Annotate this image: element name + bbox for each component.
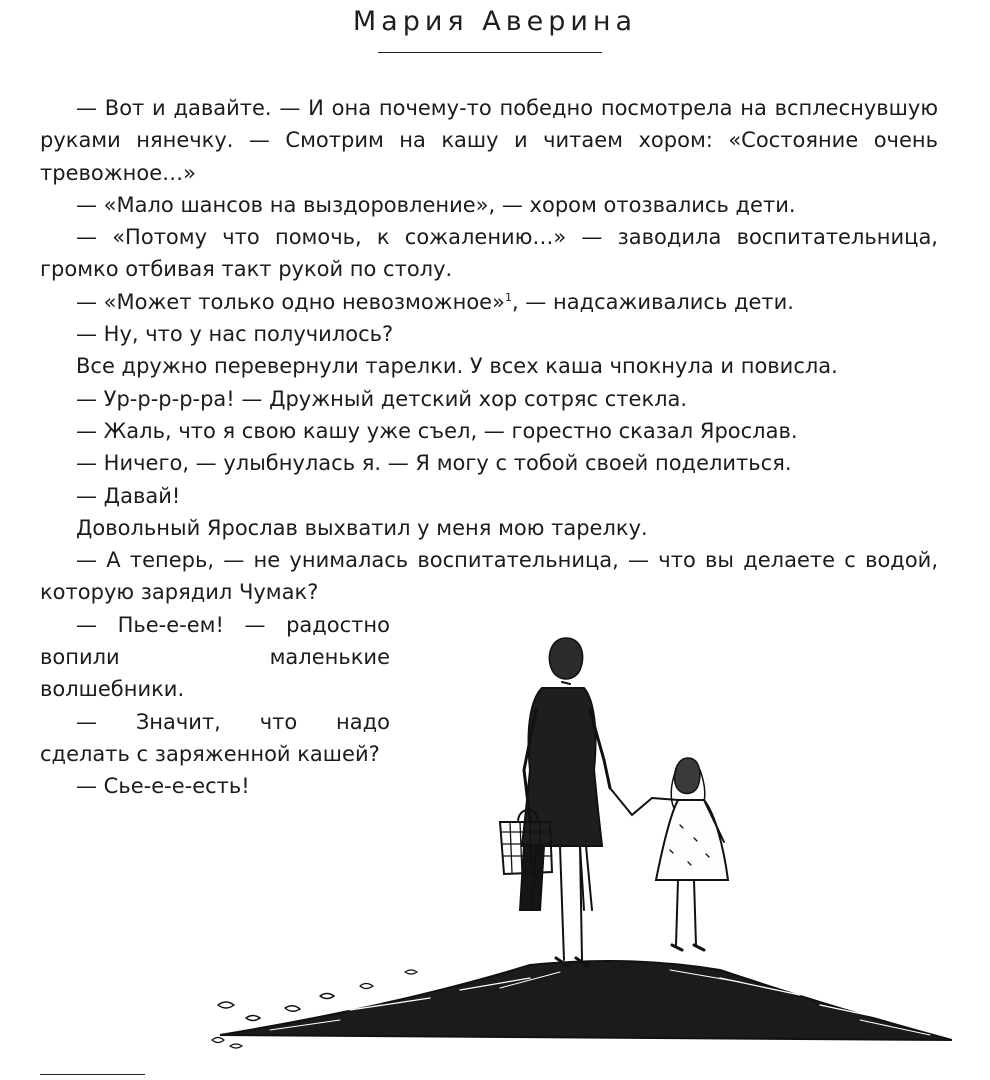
- holding-hands-icon: [610, 788, 652, 815]
- paragraph: — Ничего, — улыбнулась я. — Я могу с тобой своей поделиться.: [76, 451, 792, 476]
- paragraph: — Давай!: [76, 483, 181, 508]
- paragraph: — «Мало шансов на выздоровление», — хором отозвались дети.: [76, 192, 796, 217]
- paragraph: — «Потому что помочь, к сожалению…» — заводила воспитательница, громко отбивая такт рукой по столу.: [40, 225, 938, 282]
- paragraph: — Вот и давайте. — И она почему-то победно посмотрела на всплеснувшую руками нянечку. — Смотрим на кашу и читаем хором: «Состояние очень тревожное…»: [40, 96, 938, 185]
- paragraph: — А теперь, — не унималась воспитательница, — что вы делаете с водой, которую зарядил Чумак?: [40, 548, 938, 605]
- header-divider: [378, 52, 602, 53]
- paragraph: Все дружно перевернули тарелки. У всех каша чпокнула и повисла.: [76, 354, 838, 379]
- paragraph: — Жаль, что я свою кашу уже съел, — горестно сказал Ярослав.: [76, 418, 798, 443]
- leaf-pile-icon: [212, 961, 952, 1048]
- paragraph: — Пье-е-ем! — радостно вопили маленькие волшебники.: [40, 612, 390, 702]
- girl-figure-icon: [652, 758, 728, 950]
- paragraph-text: — «Может только одно невозможное»: [76, 289, 505, 314]
- paragraph: — Ур-р-р-р-ра! — Дружный детский хор сотряс стекла.: [76, 386, 688, 411]
- woman-and-girl-walking-sketch-icon: [200, 610, 952, 1050]
- paragraph: — Ну, что у нас получилось?: [76, 322, 394, 347]
- paragraph: — Сье-е-е-есть!: [76, 774, 250, 799]
- running-header: Мария Аверина: [352, 6, 638, 37]
- woman-figure-icon: [520, 638, 610, 966]
- footnote-marker[interactable]: 1: [504, 290, 512, 304]
- paragraph: Довольный Ярослав выхватил у меня мою тарелку.: [76, 515, 648, 540]
- paragraph: — Значит, что надо сделать с заряженной кашей?: [40, 709, 390, 766]
- paragraph-text: , — надсаживались дети.: [511, 289, 794, 314]
- footnote-divider: [40, 1074, 145, 1075]
- paragraph-with-footnote: [40, 286, 938, 318]
